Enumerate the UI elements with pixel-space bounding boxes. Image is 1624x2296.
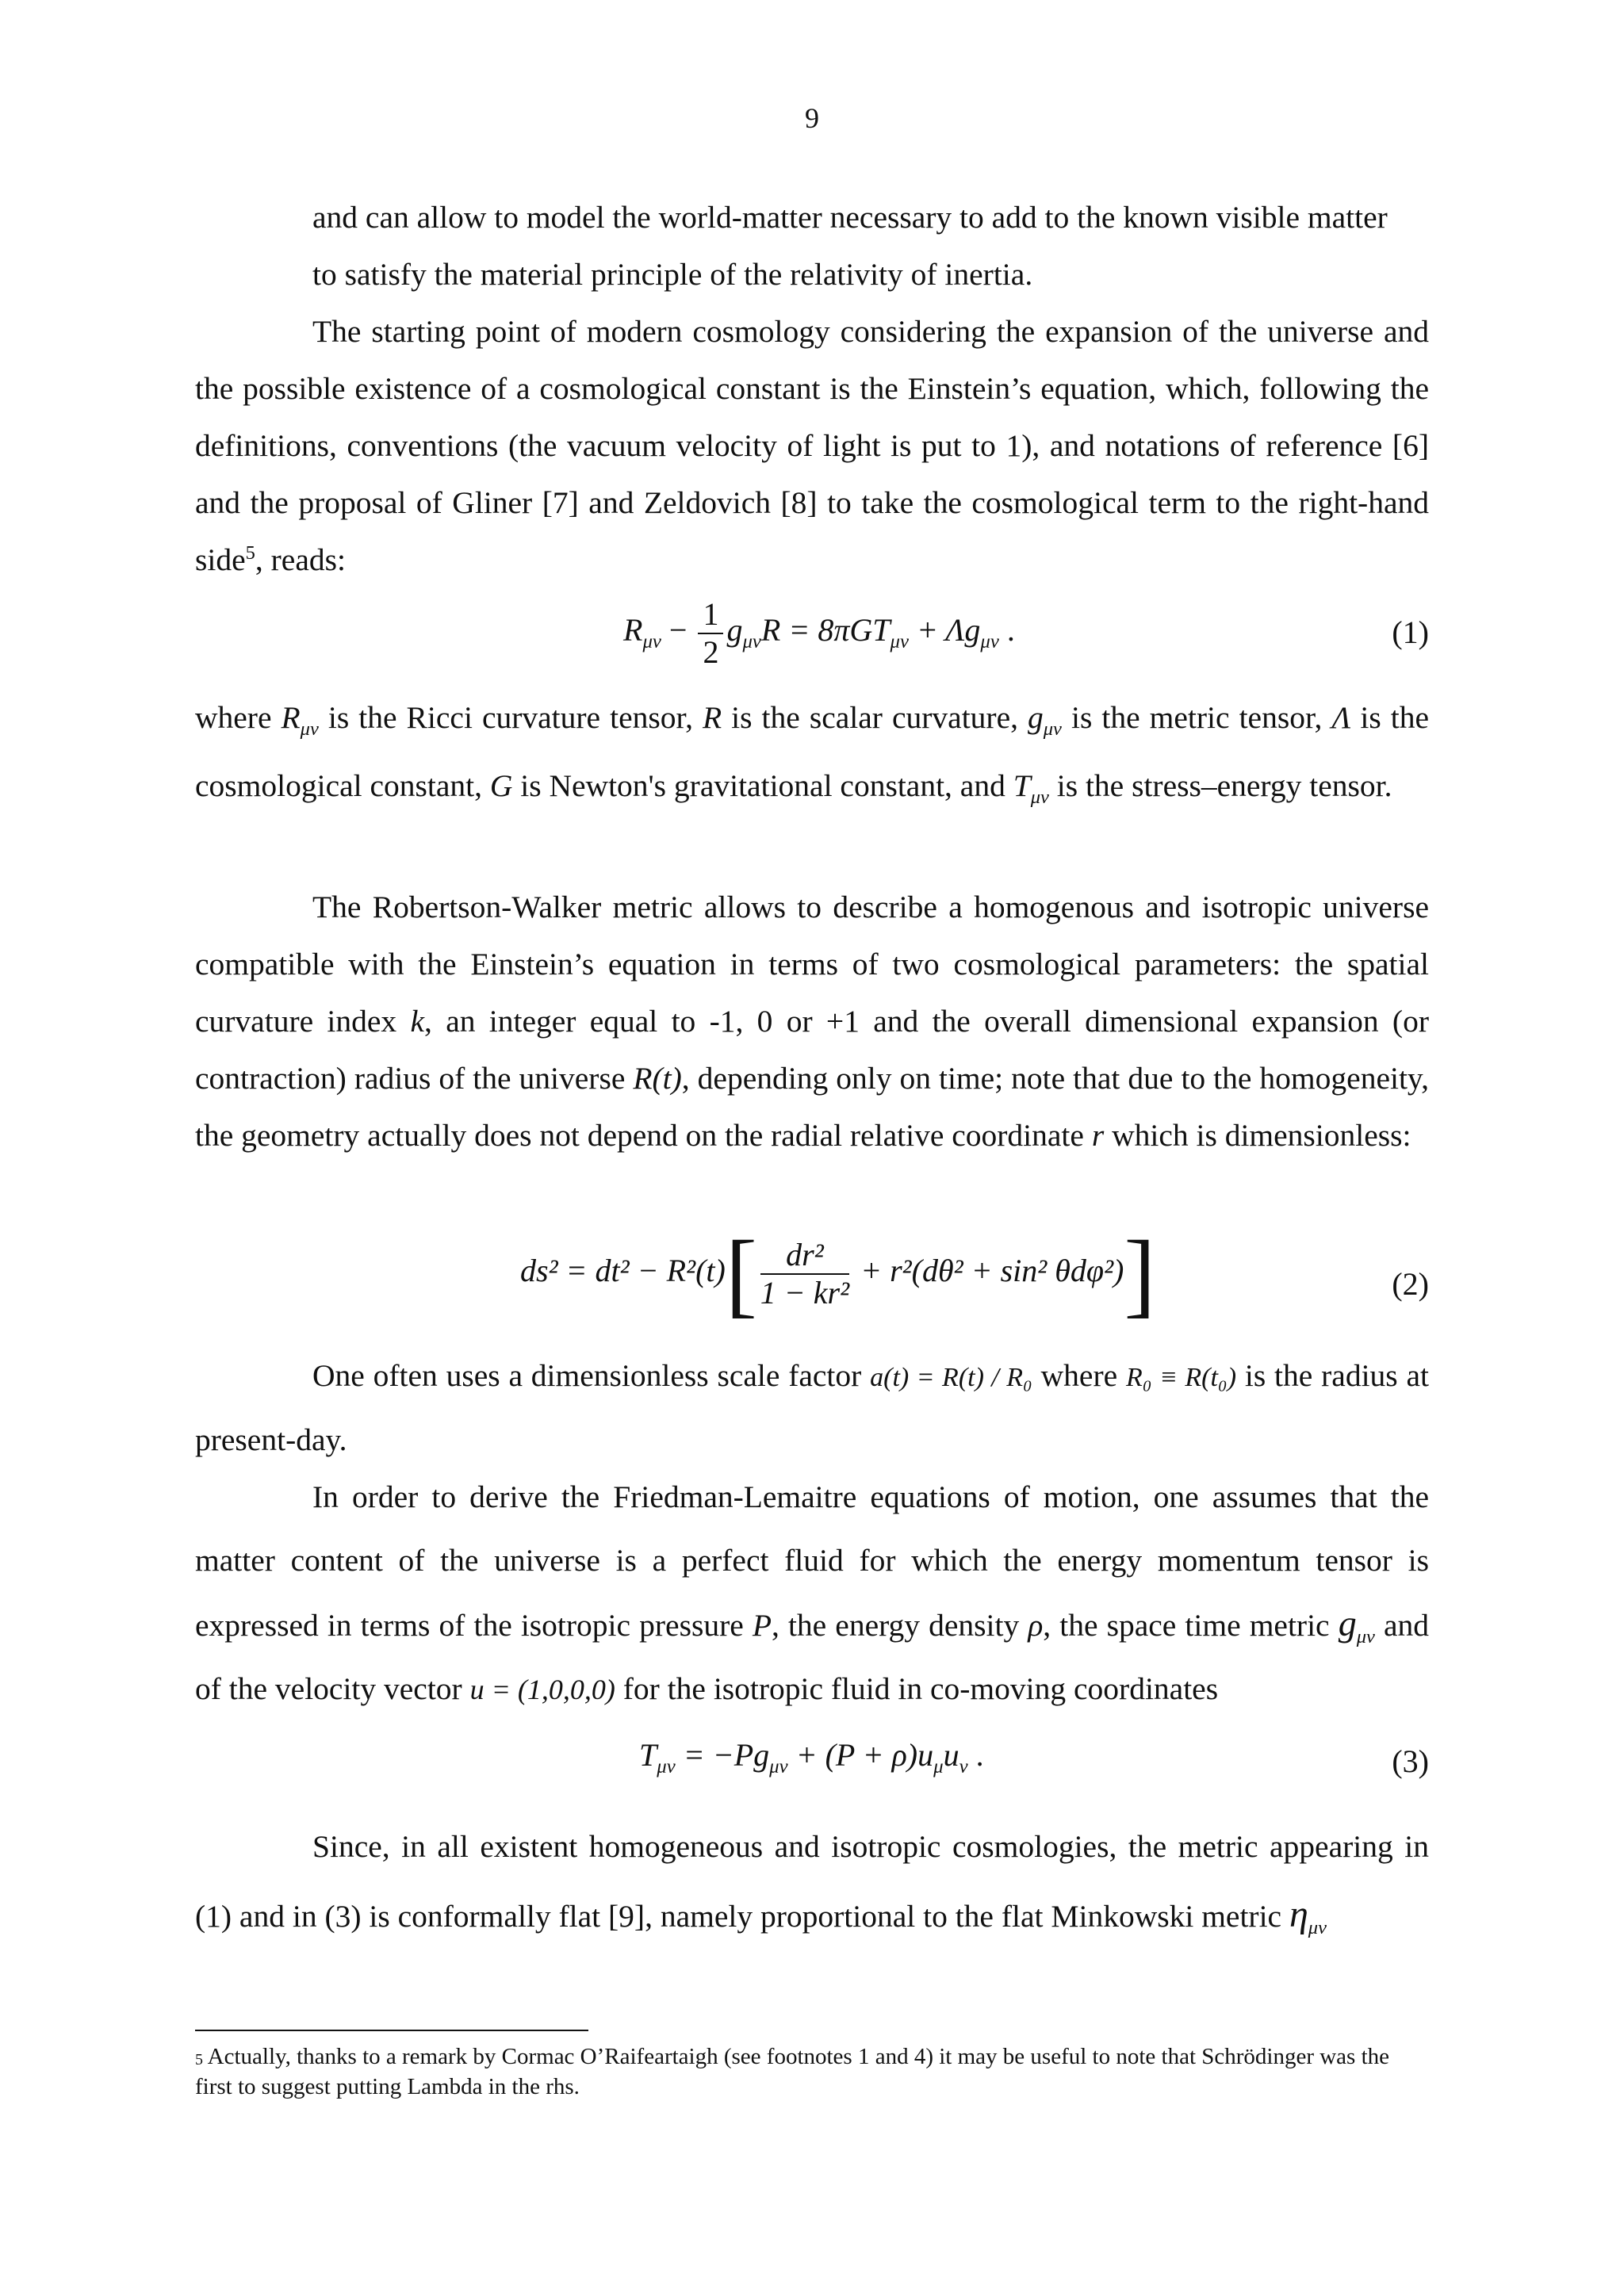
paragraph-text: The starting point of modern cosmology considering the expansion of the universe and the possible existence of a cosmological constant is the Einstein’s equation, which, following the definitions, conventions (the vacuum velocity of light is put to 1), and notations of reference [6] and the proposal of Gliner [7] and Zeldovich [8] to take the cosmological term to the right-hand side — [195, 314, 1429, 577]
fraction-dr: $\frac{\text{dr²}}{\text{1 − kr²}}$ — [760, 1237, 850, 1311]
equation-number: (1) — [1392, 614, 1429, 650]
footnote-text: Actually, thanks to a remark by Cormac O’Raifeartaigh (see footnotes 1 and 4) it may be useful to note that Schrödinger was the first to suggest putting Lambda in the rhs. — [195, 2044, 1390, 2099]
equation-number: (3) — [1392, 1743, 1429, 1779]
paragraph-starting-point — [195, 303, 1429, 588]
text-line: and can allow to model the world-matter necessary to add to the known visible matter — [312, 200, 1388, 235]
footnote-separator — [195, 2030, 588, 2031]
paragraph-conformally-flat: Since, in all existent homogeneous and isotropic cosmologies, the metric appearing in (1) and in (3) is conformally flat [9], namely proportional to the flat Minkowski metric $\eta_{\mu\nu}$ — [195, 1829, 1429, 1938]
equation-2-formula: ds² = dt² − R²(t)[ $\frac{\text{dr²}}{\text{1 − kr²}}$ + r²(dθ² + sin² θdφ²)] — [520, 1221, 1156, 1326]
paragraph-text-tail: , reads: — [255, 542, 346, 577]
footnote — [195, 2042, 1429, 2102]
equation-3 — [195, 1736, 1429, 1808]
paragraph-scale-factor: One often uses a dimensionless scale factor a(t) = R(t) / R₀ where R₀ ≡ R(t₀) is the radius at present-day. — [195, 1358, 1429, 1457]
page-number: 9 — [805, 102, 819, 134]
paragraph-definitions: where $R_{\mu\nu}$ is the Ricci curvature tensor, R is the scalar curvature, $g_{\mu\nu}$ is the metric tensor, Λ is the cosmological constant, G is Newton's gravitational constant, and $T_{\mu\nu}$ is the stress–energy tensor. — [195, 700, 1429, 808]
equation-number: (2) — [1392, 1266, 1429, 1302]
equation-1 — [195, 596, 1429, 668]
paragraph-friedman-lemaitre: In order to derive the Friedman-Lemaitre equations of motion, one assumes that the matter content of the universe is a perfect fluid for which the energy momentum tensor is expressed in terms of the isotropic pressure P, the energy density ρ, the space time metric $g_{\mu\nu}$ and of the velocity vector u = (1,0,0,0) for the isotropic fluid in co-moving coordinates — [195, 1479, 1429, 1706]
paragraph-robertson-walker: The Robertson-Walker metric allows to describe a homogenous and isotropic universe compatible with the Einstein’s equation in terms of two cosmological parameters: the spatial curvature index k, an integer equal to -1, 0 or +1 and the overall dimensional expansion (or contraction) radius of the universe R(t), depending only on time; note that due to the homogeneity, the geometry actually does not depend on the radial relative coordinate r which is dimensionless: — [195, 890, 1429, 1153]
equation-1-formula: $R_{\mu\nu}$ − $\frac{1}{2}$ $g_{\mu\nu}R = 8\pi GT_{\mu\nu} + \Lambda g_{\mu\nu}$ . — [623, 596, 1015, 670]
fraction-half: $\frac{1}{2}$ — [698, 596, 723, 671]
footnote-ref: 5 — [245, 541, 255, 564]
equation-3-formula: $T_{\mu\nu} = -Pg_{\mu\nu} + (P + \rho)u_\mu u_\nu$ . — [639, 1737, 984, 1777]
continued-paragraph — [195, 189, 1429, 303]
equation-2 — [195, 1221, 1429, 1332]
footnote-mark: 5 — [195, 2051, 203, 2068]
text-line: to satisfy the material principle of the relativity of inertia. — [312, 257, 1033, 292]
